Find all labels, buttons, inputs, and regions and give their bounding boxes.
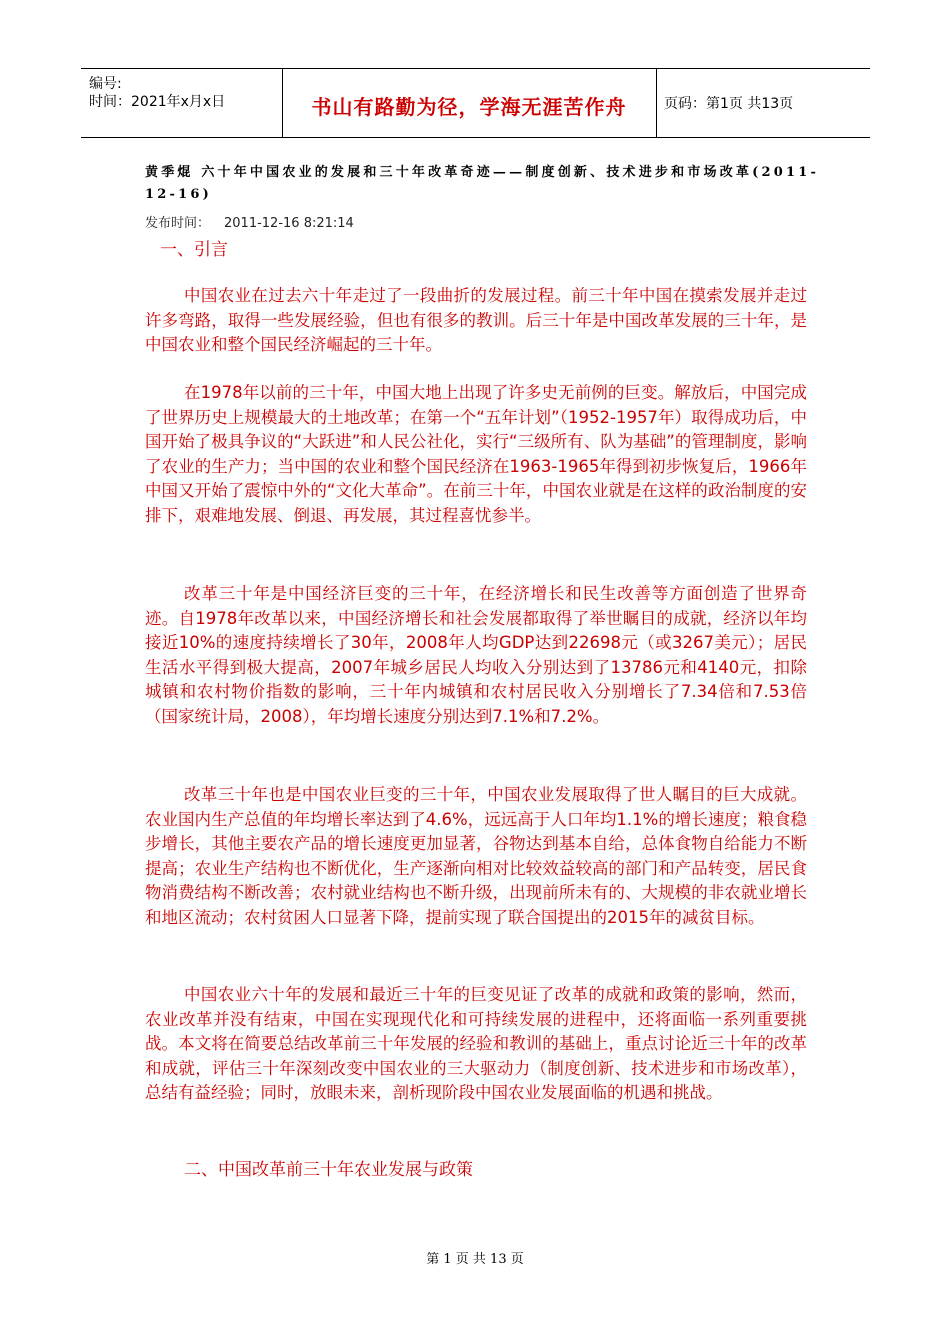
paragraph: 改革三十年是中国经济巨变的三十年，在经济增长和民生改善等方面创造了世界奇迹。自1978年改革以来，中国经济增长和社会发展都取得了举世瞩目的成就，经济以年均接近10%的速度持续增长了30年，2008年人均GDP达到22698元（或3267美元）；居民生活水平得到极大提高，2007年城乡居民人均收入分别达到了13786元和4140元，扣除城镇和农村物价指数的影响，三十年内城镇和农村居民收入分别增长了7.34倍和7.53倍（国家统计局，2008），年均增长速度分别达到7.1%和7.2%。 [145, 584, 807, 726]
paragraph: 中国农业在过去六十年走过了一段曲折的发展过程。前三十年中国在摸索发展并走过许多弯路，取得一些发展经验，但也有很多的教训。后三十年是中国改革发展的三十年，是中国农业和整个国民经济崛起的三十年。 [145, 286, 807, 355]
article-title: 黄季焜 六十年中国农业的发展和三十年改革奇迹——制度创新、技术进步和市场改革(2011-12-16) [145, 165, 820, 202]
date-label: 时间：2021年x月x日 [89, 94, 226, 110]
page-header [81, 68, 870, 138]
publish-info [145, 212, 354, 231]
paragraph: 中国农业六十年的发展和最近三十年的巨变见证了改革的成就和政策的影响，然而，农业改革并没有结束，中国在实现现代化和可持续发展的进程中，还将面临一系列重要挑战。本文将在简要总结改革前三十年发展的经验和教训的基础上，重点讨论近三十年的改革和成就，评估三十年深刻改变中国农业的三大驱动力（制度创新、技术进步和市场改革），总结有益经验；同时，放眼未来，剖析现阶段中国农业发展面临的机遇和挑战。 [145, 985, 807, 1103]
header-page-number: 页码：第1页 共13页 [664, 96, 794, 112]
publish-time: 2011-12-16 8:21:14 [224, 216, 354, 231]
paragraph: 在1978年以前的三十年，中国大地上出现了许多史无前例的巨变。解放后，中国完成了世界历史上规模最大的土地改革；在第一个“五年计划”（1952-1957年）取得成功后，中国开始了极具争议的“大跃进”和人民公社化，实行“三级所有、队为基础”的管理制度，影响了农业的生产力；当中国的农业和整个国民经济在1963-1965年得到初步恢复后，1966年中国又开始了震惊中外的“文化大革命”。在前三十年，中国农业就是在这样的政治制度的安排下，艰难地发展、倒退、再发展，其过程喜忧参半。 [145, 383, 807, 525]
serial-number-label: 编号: [89, 76, 122, 92]
section-heading-1: 一、引言 [160, 240, 228, 260]
paragraph: 改革三十年也是中国农业巨变的三十年，中国农业发展取得了世人瞩目的巨大成就。农业国内生产总值的年均增长率达到了4.6%，远远高于人口年均1.1%的增长速度；粮食稳步增长，其他主要农产品的增长速度更加显著，谷物达到基本自给，总体食物自给能力不断提高；农业生产结构也不断优化，生产逐渐向相对比较效益较高的部门和产品转变，居民食物消费结构不断改善；农村就业结构也不断升级，出现前所未有的、大规模的非农就业增长和地区流动；农村贫困人口显著下降，提前实现了联合国提出的2015年的减贫目标。 [145, 785, 807, 927]
publish-label: 发布时间： [145, 216, 211, 231]
page-footer: 第 1 页 共 13 页 [426, 1252, 524, 1267]
header-divider [656, 69, 657, 137]
header-motto: 书山有路勤为径，学海无涯苦作舟 [311, 95, 627, 119]
section-heading-2: 二、中国改革前三十年农业发展与政策 [184, 1160, 473, 1180]
